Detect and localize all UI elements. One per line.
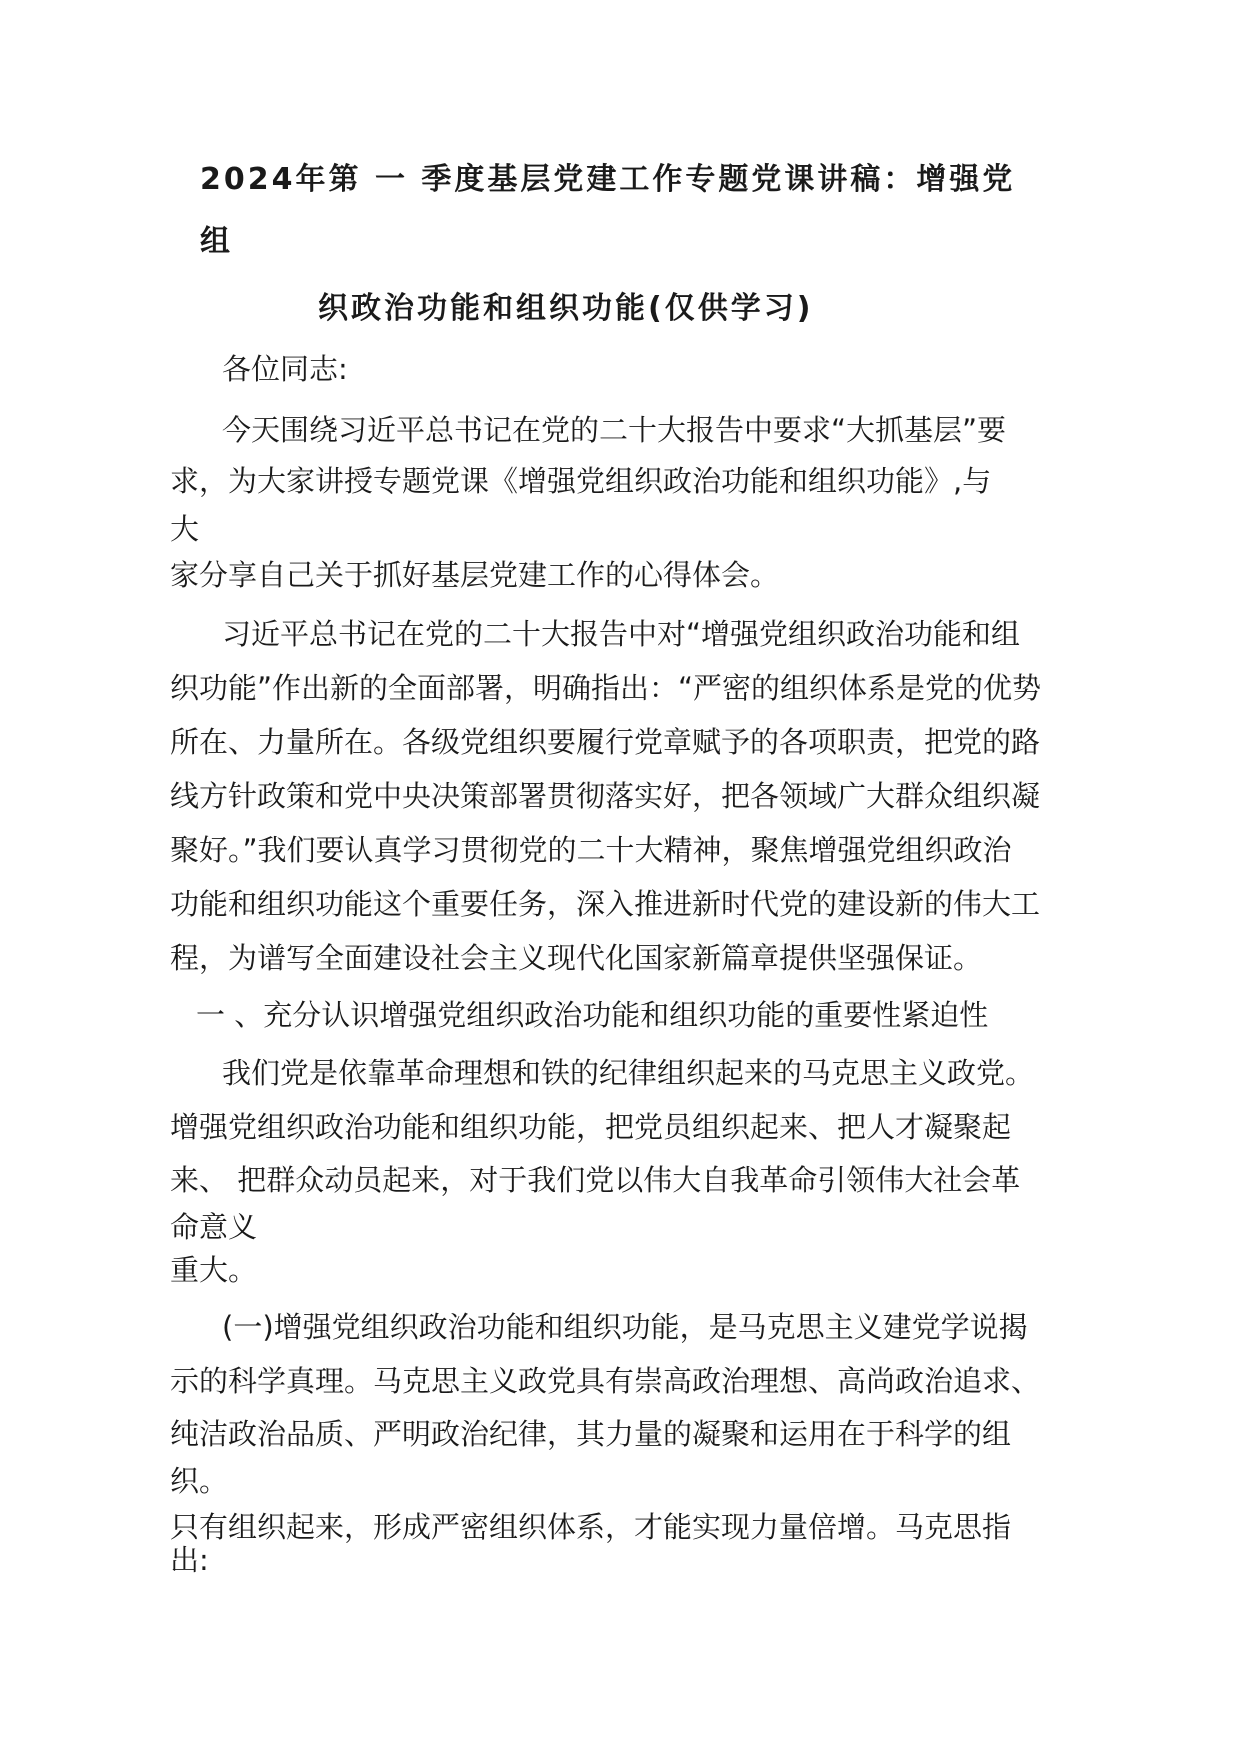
body-line: 纯洁政治品质、严明政治纪律，其力量的凝聚和运用在于科学的组 — [170, 1417, 1012, 1451]
body-line: (一)增强党组织政治功能和组织功能，是马克思主义建党学说揭 — [222, 1310, 1028, 1344]
body-line: 重大。 — [170, 1253, 258, 1287]
body-line: 增强党组织政治功能和组织功能，把党员组织起来、把人才凝聚起 — [170, 1110, 1012, 1144]
body-line: 功能和组织功能这个重要任务，深入推进新时代党的建设新的伟大工 — [170, 887, 1041, 921]
body-line: 大 — [170, 512, 200, 546]
body-line: 习近平总书记在党的二十大报告中对“增强党组织政治功能和组 — [222, 617, 1021, 651]
body-line: 织。 — [170, 1464, 229, 1498]
title-line-2: 组 — [200, 224, 233, 259]
body-line: 家分享自己关于抓好基层党建工作的心得体会。 — [170, 558, 780, 592]
body-line: 出: — [170, 1543, 209, 1577]
section-heading: 一 、充分认识增强党组织政治功能和组织功能的重要性紧迫性 — [196, 998, 989, 1032]
title-line-3: 织政治功能和组织功能(仅供学习) — [318, 291, 814, 326]
body-line: 只有组织起来，形成严密组织体系，才能实现力量倍增。马克思指 — [170, 1510, 1012, 1544]
body-line: 聚好。”我们要认真学习贯彻党的二十大精神，聚焦增强党组织政治 — [170, 833, 1012, 867]
body-line: 来、 把群众动员起来，对于我们党以伟大自我革命引领伟大社会革 — [170, 1163, 1021, 1197]
title-line-1: 2024年第 一 季度基层党建工作专题党课讲稿：增强党 — [200, 162, 1016, 197]
body-line: 示的科学真理。马克思主义政党具有崇高政治理想、高尚政治追求、 — [170, 1364, 1041, 1398]
body-line: 织功能”作出新的全面部署，明确指出：“严密的组织体系是党的优势 — [170, 671, 1042, 705]
body-line: 我们党是依靠革命理想和铁的纪律组织起来的马克思主义政党。 — [222, 1056, 1035, 1090]
body-line: 求，为大家讲授专题党课《增强党组织政治功能和组织功能》,与 — [170, 464, 992, 498]
body-line: 今天围绕习近平总书记在党的二十大报告中要求“大抓基层”要 — [222, 413, 1007, 447]
body-line: 命意义 — [170, 1210, 258, 1244]
body-line: 所在、力量所在。各级党组织要履行党章赋予的各项职责，把党的路 — [170, 725, 1041, 759]
salutation: 各位同志: — [222, 352, 348, 386]
body-line: 程，为谱写全面建设社会主义现代化国家新篇章提供坚强保证。 — [170, 941, 983, 975]
body-line: 线方针政策和党中央决策部署贯彻落实好，把各领域广大群众组织凝 — [170, 779, 1041, 813]
